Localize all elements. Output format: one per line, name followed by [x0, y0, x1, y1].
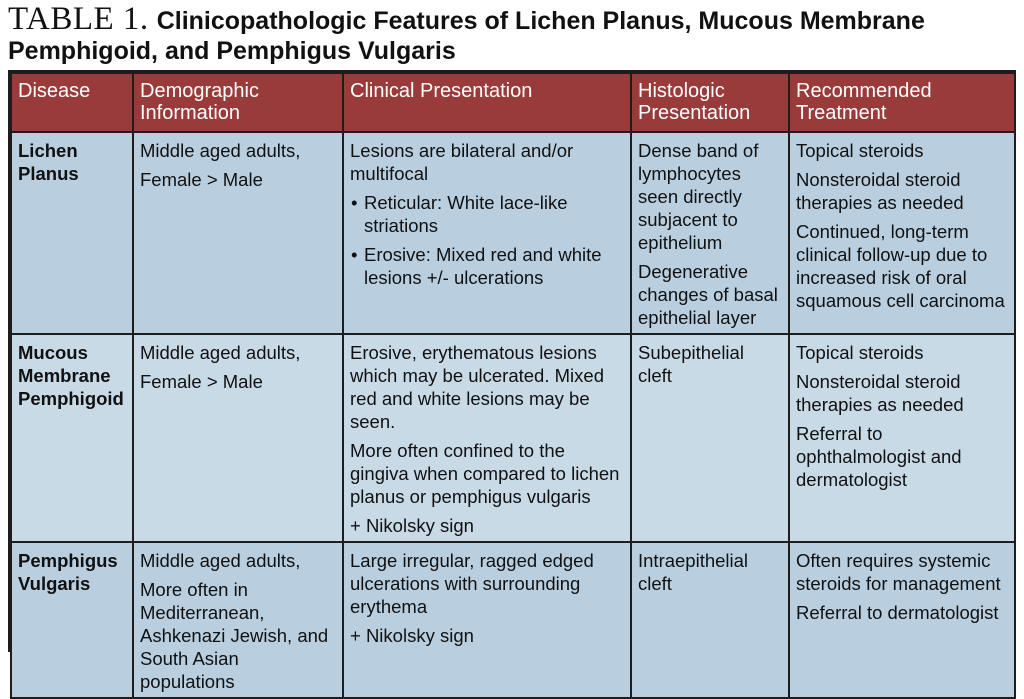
histologic-text: Degenerative changes of basal epithelial layer [638, 261, 778, 328]
demographic-cell [133, 542, 343, 698]
disease-cell: Pemphigus Vulgaris [11, 542, 133, 698]
clinical-bullet-list [350, 191, 624, 289]
features-table [10, 72, 1016, 699]
histologic-text: Dense band of lymphocytes seen directly subjacent to epithelium [638, 140, 759, 253]
bullet-icon: • [351, 244, 358, 265]
clinical-bullet [350, 191, 624, 237]
treatment-cell [789, 334, 1015, 542]
demographic-text: Middle aged adults, [140, 342, 301, 363]
table-row [11, 542, 1015, 698]
header-clinical: Clinical Presentation [343, 73, 631, 132]
clinical-bullet [350, 243, 624, 289]
clinical-text: Large irregular, ragged edged ulcerations with surrounding erythema [350, 550, 594, 617]
histologic-text: Intraepithelial cleft [638, 550, 749, 594]
table-caption: Clinicopathologic Features of Lichen Planus, Mucous Membrane Pemphigoid, and Pemphigus Vulgaris [8, 7, 925, 65]
clinical-bullet-text: Reticular: White lace-like striations [364, 192, 568, 236]
header-treatment: Recommended Treatment [789, 73, 1015, 132]
treatment-text: Topical steroids [796, 140, 924, 161]
clinical-bullet-text: Erosive: Mixed red and white lesions +/- ulcerations [364, 244, 602, 288]
demographic-text: Middle aged adults, [140, 140, 301, 161]
demographic-text: Female > Male [140, 169, 263, 190]
histologic-cell [631, 132, 789, 334]
clinicopathologic-table [8, 70, 1016, 692]
demographic-cell [133, 132, 343, 334]
histologic-cell [631, 542, 789, 698]
treatment-text: Topical steroids [796, 342, 924, 363]
demographic-text: More often in Mediterranean, Ashkenazi Jewish, and South Asian populations [140, 579, 329, 692]
treatment-text: Nonsteroidal steroid therapies as needed [796, 371, 964, 415]
table-label: TABLE 1. [8, 1, 149, 37]
treatment-text: Referral to ophthalmologist and dermatologist [796, 423, 962, 490]
table-row [11, 334, 1015, 542]
clinical-text: More often confined to the gingiva when compared to lichen planus or pemphigus vulgaris [350, 440, 620, 507]
treatment-text: Continued, long-term clinical follow-up due to increased risk of oral squamous cell carcinoma [796, 221, 1005, 311]
treatment-text: Often requires systemic steroids for management [796, 550, 1001, 594]
header-disease: Disease [11, 73, 133, 132]
histologic-text: Subepithelial cleft [638, 342, 744, 386]
histologic-cell [631, 334, 789, 542]
treatment-cell [789, 542, 1015, 698]
header-histologic: Histologic Presentation [631, 73, 789, 132]
table-title [8, 1, 1018, 66]
treatment-cell [789, 132, 1015, 334]
treatment-text: Referral to dermatologist [796, 602, 999, 623]
demographic-text: Female > Male [140, 371, 263, 392]
disease-cell: Mucous Membrane Pemphigoid [11, 334, 133, 542]
header-row [11, 73, 1015, 132]
clinical-text: + Nikolsky sign [350, 515, 474, 536]
clinical-text: + Nikolsky sign [350, 625, 474, 646]
clinical-cell [343, 132, 631, 334]
clinical-cell [343, 334, 631, 542]
clinical-text: Erosive, erythematous lesions which may be ulcerated. Mixed red and white lesions may be seen. [350, 342, 604, 432]
clinical-cell [343, 542, 631, 698]
treatment-text: Nonsteroidal steroid therapies as needed [796, 169, 964, 213]
table-row [11, 132, 1015, 334]
clinical-intro: Lesions are bilateral and/or multifocal [350, 140, 574, 184]
bullet-icon: • [351, 192, 358, 213]
demographic-text: Middle aged adults, [140, 550, 301, 571]
demographic-cell [133, 334, 343, 542]
header-demographic: Demographic Information [133, 73, 343, 132]
disease-cell: Lichen Planus [11, 132, 133, 334]
